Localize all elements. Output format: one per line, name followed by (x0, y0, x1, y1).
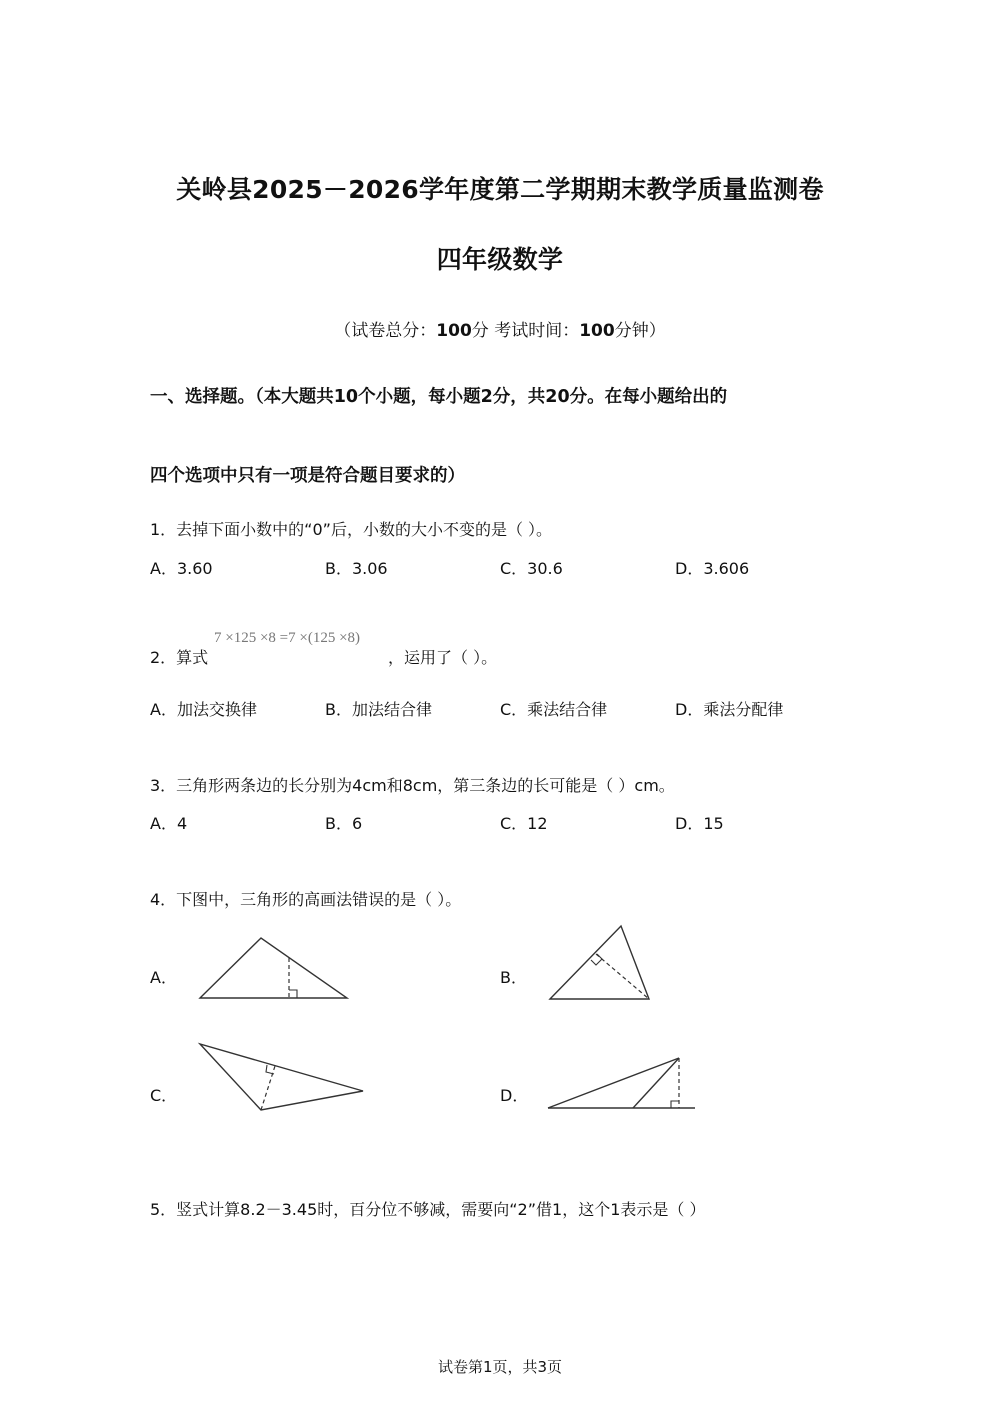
triangle-c-figure (195, 1038, 370, 1118)
triangle-a-figure (195, 932, 355, 1004)
question-2-option-d: D．乘法分配律 (675, 700, 784, 719)
score-value: 100 (436, 321, 472, 341)
question-1-option-d: D．3.606 (675, 559, 750, 578)
question-5-stem: 5．竖式计算8.2－3.45时，百分位不够减，需要向“2”借1，这个1表示是（ ） (150, 1200, 706, 1219)
exam-subtitle: 四年级数学 (436, 245, 564, 274)
question-3-option-d: D．15 (675, 814, 724, 833)
question-1-option-c: C．30.6 (500, 559, 563, 578)
triangle-d-figure (545, 1050, 700, 1114)
question-2-stem-suffix: ，运用了（ ）。 (388, 648, 498, 667)
question-3-option-b: B．6 (325, 814, 363, 833)
section-heading-line1: 一、选择题。（本大题共10个小题，每小题2分，共20分。在每小题给出的 (150, 387, 728, 407)
question-4-option-c: C． (150, 1086, 178, 1105)
question-2-option-b: B．加法结合律 (325, 700, 432, 719)
page-footer: 试卷第1页，共3页 (437, 1358, 563, 1376)
question-1-stem: 1．去掉下面小数中的“0”后，小数的大小不变的是（ ）。 (150, 520, 553, 539)
question-4-stem: 4．下图中，三角形的高画法错误的是（ ）。 (150, 890, 462, 909)
section-heading-line2: 四个选项中只有一项是符合题目要求的） (150, 466, 465, 486)
question-3-option-a: A．4 (150, 814, 188, 833)
time-unit: 分钟） (614, 321, 666, 341)
question-2-option-c: C．乘法结合律 (500, 700, 608, 719)
question-1-option-b: B．3.06 (325, 559, 388, 578)
question-4-option-b: B． (500, 968, 527, 987)
question-4-option-d: D． (500, 1086, 529, 1105)
question-2-stem-prefix: 2．算式 (150, 648, 209, 667)
exam-title: 关岭县2025－2026学年度第二学期期末教学质量监测卷 (176, 175, 824, 204)
question-3-option-c: C．12 (500, 814, 548, 833)
exam-meta (0, 316, 1000, 341)
question-3-stem: 3．三角形两条边的长分别为4cm和8cm，第三条边的长可能是（ ）cm。 (150, 776, 675, 795)
question-2-option-a: A．加法交换律 (150, 700, 257, 719)
time-value: 100 (579, 321, 615, 341)
score-unit: 分 考试时间： (471, 321, 580, 341)
question-1-option-a: A．3.60 (150, 559, 213, 578)
question-2-formula: 7 ×125 ×8 =7 ×(125 ×8) (214, 630, 361, 646)
triangle-b-figure (545, 920, 655, 1006)
question-4-option-a: A． (150, 968, 177, 987)
score-label: （试卷总分： (334, 321, 437, 341)
